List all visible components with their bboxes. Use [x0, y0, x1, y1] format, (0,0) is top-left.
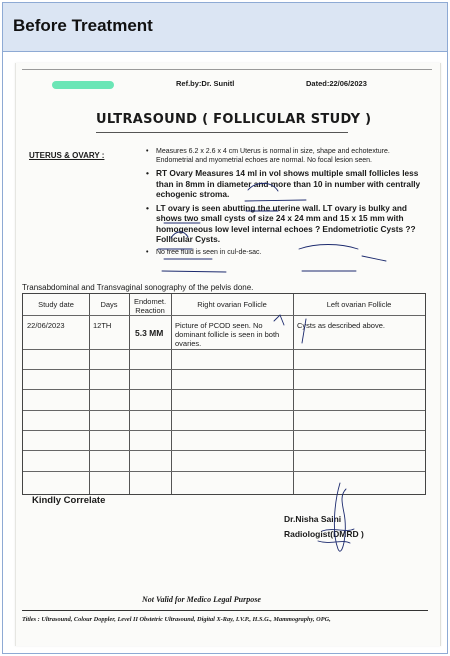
cell-days: 12TH: [93, 321, 112, 330]
referring-doctor: Ref.by:Dr. Sunitl: [176, 79, 235, 88]
table-column-divider: [129, 294, 130, 494]
table-header-days: Days: [100, 300, 118, 309]
services-footer: Titles : Ultrasound, Colour Doppler, Level II Obstetric Ultrasound, Digital X-Ray, I.V.P., H.S.G., Mammography, OPG,: [22, 616, 331, 623]
table-row-divider: [23, 349, 425, 350]
closing-note: Kindly Correlate: [32, 495, 106, 506]
table-row-divider: [23, 450, 425, 451]
table-row-divider: [23, 369, 425, 370]
table-row-divider: [23, 315, 425, 316]
redacted-patient-name: [52, 81, 114, 89]
table-row-divider: [23, 389, 425, 390]
title-underline: [96, 132, 348, 133]
report-date: Dated:22/06/2023: [306, 79, 367, 88]
cell-right-follicle: Picture of PCOD seen. No dominant follicle is seen in both ovaries.: [175, 321, 280, 348]
follicle-table: [22, 293, 426, 495]
table-column-divider: [171, 294, 172, 494]
findings-list: [146, 147, 424, 260]
report-panel: [2, 2, 448, 654]
legal-disclaimer: Not Valid for Medico Legal Purpose: [142, 595, 261, 604]
table-header-endomet: Endomet. Reaction: [133, 297, 167, 315]
sonography-note: Transabdominal and Transvaginal sonography of the pelvis done.: [22, 283, 254, 292]
table-header-right-follicle: Right ovarian Follicle: [197, 300, 267, 309]
table-column-divider: [293, 294, 294, 494]
finding-right-ovary: • RT Ovary Measures 14 ml in vol shows multiple small follicles less than in 8mm in diameter and more than 10 in number with centrally echogenic stroma.: [146, 168, 424, 200]
cell-left-follicle: Cysts as described above.: [297, 321, 385, 330]
panel-title: Before Treatment: [13, 16, 153, 35]
finding-uterus: • Measures 6.2 x 2.6 x 4 cm Uterus is normal in size, shape and echotexture. Endometrial and myometrial echoes are normal. No focal lesion seen.: [146, 147, 424, 165]
doctor-title: Radiologist(DMRD ): [284, 529, 364, 539]
signature-stroke: [318, 541, 350, 543]
section-label: UTERUS & OVARY :: [29, 151, 105, 160]
ink-underline: [162, 271, 226, 272]
table-row-divider: [23, 471, 425, 472]
finding-free-fluid: • No free fluid is seen in cul-de-sac.: [146, 248, 424, 257]
footer-rule: [22, 610, 428, 611]
table-column-divider: [89, 294, 90, 494]
cell-endomet: 5.3 MM: [135, 328, 164, 338]
doctor-name: Dr.Nisha Saini: [284, 514, 342, 524]
table-row-divider: [23, 410, 425, 411]
cell-study-date: 22/06/2023: [27, 321, 65, 330]
finding-left-ovary: • LT ovary is seen abutting the uterine wall. LT ovary is bulky and shows two small cysts of size 24 x 24 mm and 15 x 15 mm with homogeneous low level internal echoes ? Endometriotic Cysts ?? Follicular Cysts.: [146, 203, 424, 245]
panel-header: [3, 3, 447, 52]
scanned-report: [15, 63, 441, 646]
table-header-left-follicle: Left ovarian Follicle: [326, 300, 392, 309]
report-title: ULTRASOUND ( FOLLICULAR STUDY ): [96, 112, 372, 127]
top-rule: [22, 69, 432, 70]
table-row-divider: [23, 430, 425, 431]
table-header-study-date: Study date: [38, 300, 74, 309]
